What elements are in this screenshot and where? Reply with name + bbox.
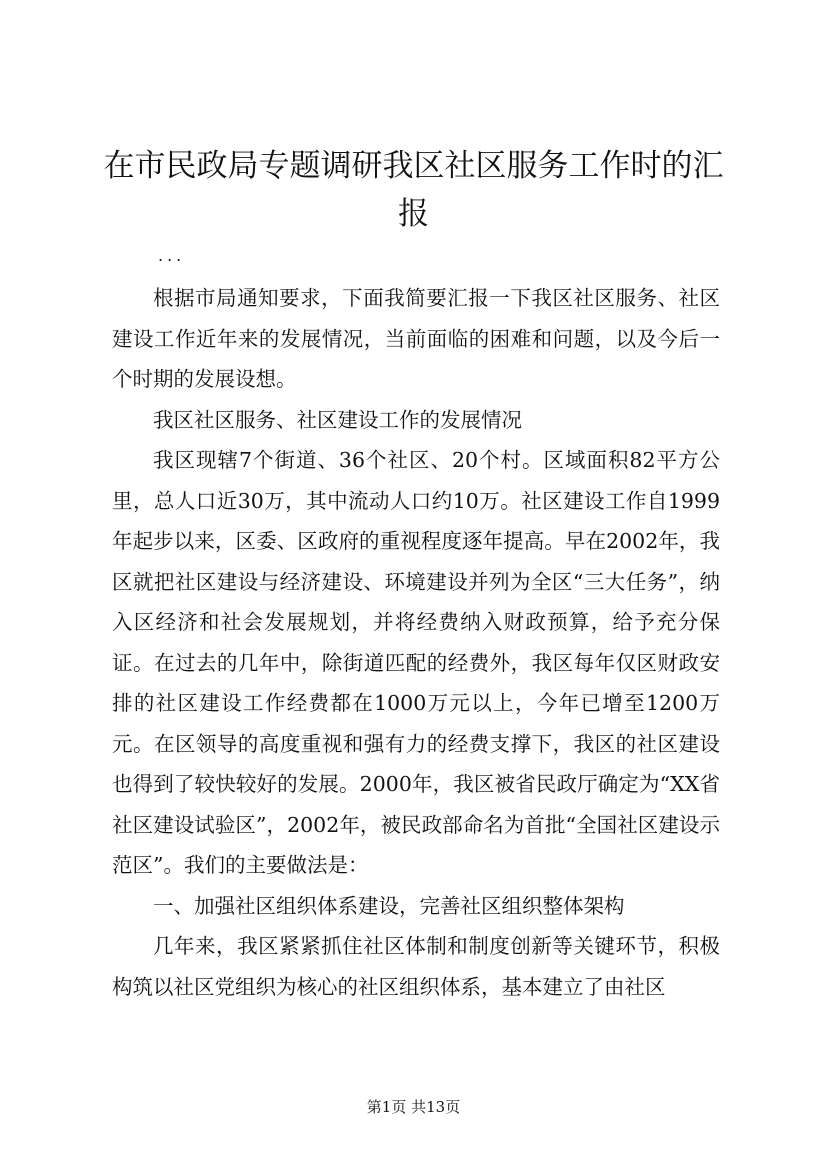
paragraph-overview: 我区现辖7个街道、36个社区、20个村。区域面积82平方公里，总人口近30万，其中流动人口约10万。社区建设工作自1999年起步以来，区委、区政府的重视程度逐年提高。早在2002年，我区就把社区建设与经济建设、环境建设并列为全区“三大任务”，纳入区经济和社会发展规划，并将经费纳入财政预算，给予充分保证。在过去的几年中，除街道匹配的经费外，我区每年仅区财政安排的社区建设工作经费都在1000万元以上，今年已增至1200万元。在区领导的高度重视和强有力的经费支撑下，我区的社区建设也得到了较快较好的发展。2000年，我区被省民政厅确定为“XX省社区建设试验区”，2002年，被民政部命名为首批“全国社区建设示范区”。我们的主要做法是： [112,448,720,877]
section-heading: 我区社区服务、社区建设工作的发展情况 [153,407,522,432]
paragraph-continued: 几年来，我区紧紧抓住社区体制和制度创新等关键环节，积极构筑以社区党组织为核心的社区组织体系，基本建立了由社区 [112,934,720,999]
document-title: 在市民政局专题调研我区社区服务工作时的汇报 [103,148,724,232]
subsection-heading: 一、加强社区组织体系建设，完善社区组织整体架构 [153,893,625,918]
ellipsis-marker: ... [158,246,186,265]
document-body [112,278,720,1007]
paragraph-intro: 根据市局通知要求，下面我简要汇报一下我区社区服务、社区建设工作近年来的发展情况，当前面临的困难和问题，以及今后一个时期的发展设想。 [112,286,720,391]
page-footer: 第1页 共13页 [366,1098,461,1116]
